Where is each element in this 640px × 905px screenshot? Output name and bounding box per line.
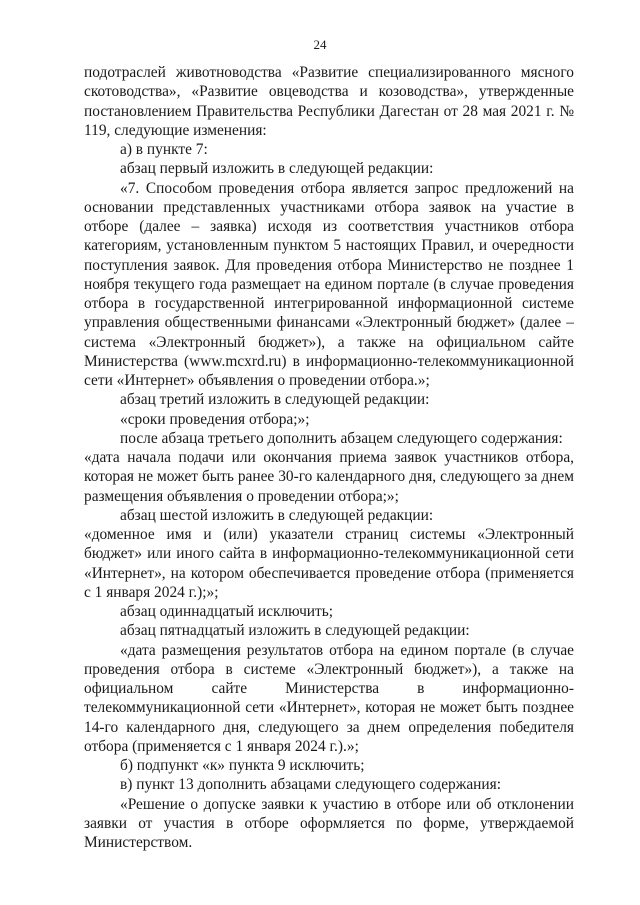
- paragraph: «Решение о допуске заявки к участию в отборе или об отклонении заявки от участия в отборе оформляется по форме, утверждаемой Министерством.: [84, 795, 574, 851]
- paragraph: абзац третий изложить в следующей редакции:: [120, 391, 430, 409]
- paragraph: в) пункт 13 дополнить абзацами следующего содержания:: [120, 776, 502, 794]
- paragraph: абзац шестой изложить в следующей редакции:: [120, 506, 434, 524]
- document-body: [84, 63, 574, 852]
- page-number: 24: [313, 37, 327, 52]
- paragraph: «доменное имя и (или) указатели страниц системы «Электронный бюджет» или иного сайта в информационно-телекоммуникационной сети «Интернет», на котором обеспечивается проведение отбора (применяется с 1 января 2024 г.);»;: [84, 526, 574, 601]
- paragraph: «дата начала подачи или окончания приема заявок участников отбора, которая не может быть ранее 30-го календарного дня, следующего за днем размещения объявления о проведении отбора;»;: [84, 449, 574, 505]
- paragraph: абзац пятнадцатый изложить в следующей редакции:: [120, 622, 470, 640]
- paragraph: «дата размещения результатов отбора на едином портале (в случае проведения отбора в системе «Электронный бюджет»), а также на официальном сайте Министерства в информационно-телекоммуникационной сети «Интернет», которая не может быть позднее 14-го календарного дня, следующего за днем определения победителя отбора (применяется с 1 января 2024 г.).»;: [84, 641, 574, 755]
- paragraph: «7. Способом проведения отбора является запрос предложений на основании представленных участниками отбора заявок на участие в отборе (далее – заявка) исходя из соответствия участников отбора категориям, установленным пунктом 5 настоящих Правил, и очередности поступления заявок. Для проведения отбора Министерство не позднее 1 ноября текущего года размещает на едином портале (в случае проведения отбора в государственной интегрированной информационной системе управления общественными финансами «Электронный бюджет» (далее – система «Электронный бюджет»), а также на официальном сайте Министерства (www.mcxrd.ru) в информационно-телекоммуникационной сети «Интернет» объявления о проведении отбора.»;: [84, 179, 574, 389]
- paragraph: абзац одиннадцатый исключить;: [120, 603, 334, 620]
- paragraph: б) подпункт «к» пункта 9 исключить;: [120, 757, 365, 774]
- paragraph: абзац первый изложить в следующей редакции:: [120, 160, 434, 178]
- paragraph: после абзаца третьего дополнить абзацем следующего содержания:: [120, 429, 563, 447]
- paragraph: «сроки проведения отбора;»;: [120, 410, 310, 428]
- paragraph: а) в пункте 7:: [120, 141, 208, 158]
- paragraph: подотраслей животноводства «Развитие специализированного мясного скотоводства», «Развитие овцеводства и козоводства», утвержденные постановлением Правительства Республики Дагестан от 28 мая 2021 г. № 119, следующие изменения:: [84, 64, 574, 139]
